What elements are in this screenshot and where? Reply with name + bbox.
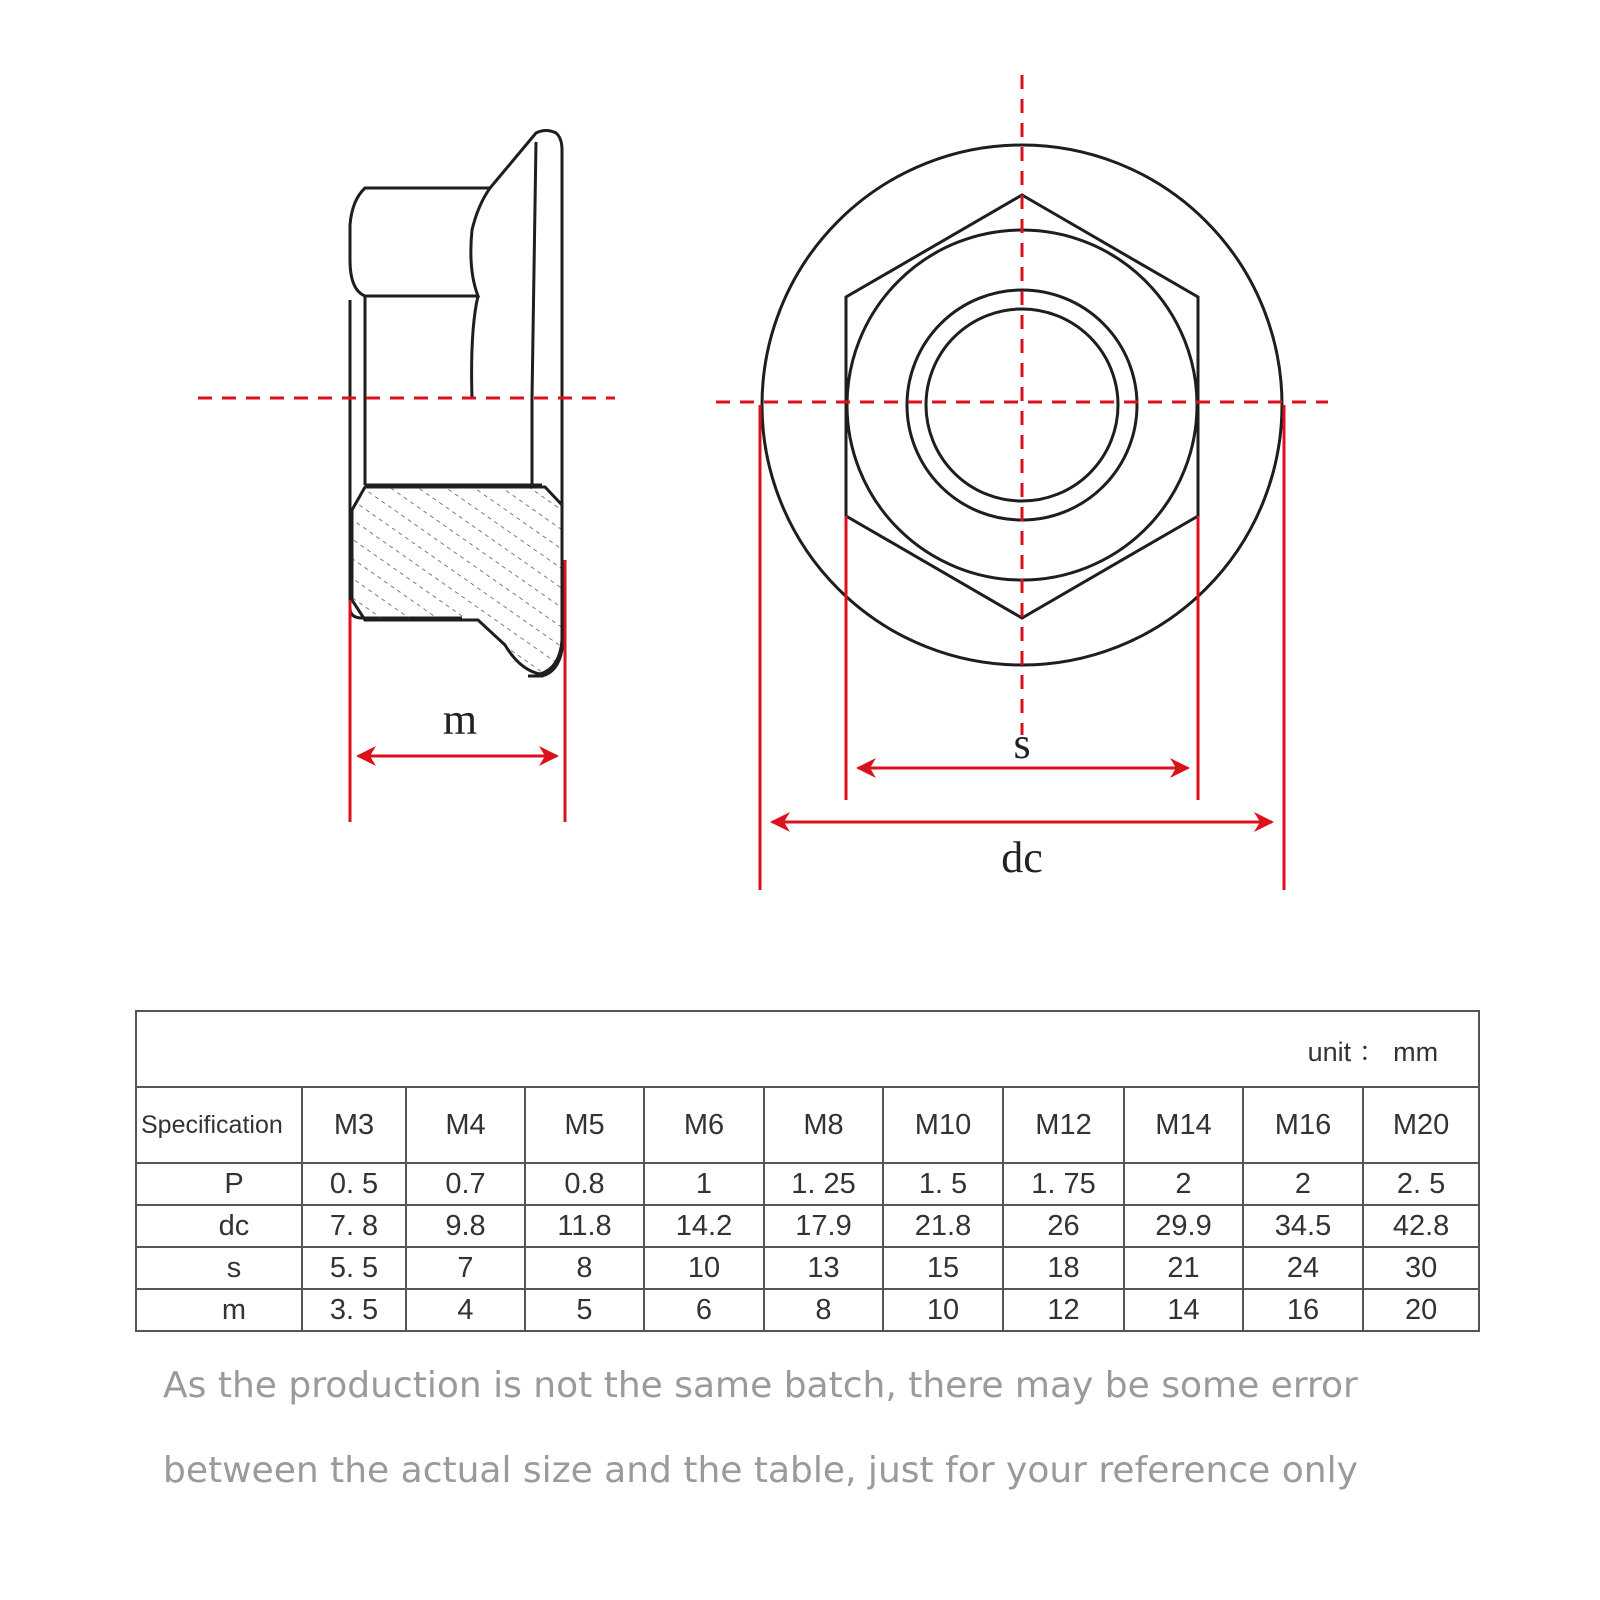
table-cell: 14.2 [644, 1205, 764, 1247]
column-header: M20 [1363, 1087, 1479, 1163]
table-cell: 20 [1363, 1289, 1479, 1331]
table-cell: 2 [1243, 1163, 1363, 1205]
row-label: P [136, 1163, 302, 1205]
dc-dimension [760, 405, 1284, 890]
table-cell: 1. 25 [764, 1163, 883, 1205]
row-label: m [136, 1289, 302, 1331]
table-cell: 0. 5 [302, 1163, 406, 1205]
unit-row [136, 1011, 1479, 1087]
table-cell: 8 [525, 1247, 644, 1289]
front-view [716, 75, 1328, 890]
column-header: M8 [764, 1087, 883, 1163]
dc-label: dc [1001, 833, 1043, 882]
table-cell: 11.8 [525, 1205, 644, 1247]
column-header: M4 [406, 1087, 525, 1163]
table-cell: 15 [883, 1247, 1003, 1289]
unit-label: unit ： mm [136, 1011, 1479, 1087]
table-cell: 13 [764, 1247, 883, 1289]
table-row [136, 1163, 1479, 1205]
table-row [136, 1247, 1479, 1289]
column-header: M14 [1124, 1087, 1243, 1163]
column-header: M10 [883, 1087, 1003, 1163]
table-cell: 14 [1124, 1289, 1243, 1331]
table-cell: 29.9 [1124, 1205, 1243, 1247]
table-cell: 6 [644, 1289, 764, 1331]
table-cell: 8 [764, 1289, 883, 1331]
specification-header: Specification [136, 1087, 302, 1163]
table-cell: 10 [883, 1289, 1003, 1331]
disclaimer-line-2: between the actual size and the table, just for your reference only [163, 1450, 1358, 1491]
column-header: M16 [1243, 1087, 1363, 1163]
table-cell: 16 [1243, 1289, 1363, 1331]
s-label: s [1013, 719, 1031, 768]
table-cell: 7 [406, 1247, 525, 1289]
column-header: M3 [302, 1087, 406, 1163]
column-header: M5 [525, 1087, 644, 1163]
table-cell: 2 [1124, 1163, 1243, 1205]
table-row [136, 1205, 1479, 1247]
table-cell: 3. 5 [302, 1289, 406, 1331]
table-cell: 5 [525, 1289, 644, 1331]
table-cell: 1. 5 [883, 1163, 1003, 1205]
disclaimer-line-1: As the production is not the same batch, there may be some error [163, 1365, 1358, 1406]
table-cell: 2. 5 [1363, 1163, 1479, 1205]
table-cell: 42.8 [1363, 1205, 1479, 1247]
table-cell: 24 [1243, 1247, 1363, 1289]
table-row [136, 1289, 1479, 1331]
row-label: s [136, 1247, 302, 1289]
table-cell: 4 [406, 1289, 525, 1331]
table-cell: 9.8 [406, 1205, 525, 1247]
table-cell: 26 [1003, 1205, 1124, 1247]
table-cell: 10 [644, 1247, 764, 1289]
row-label: dc [136, 1205, 302, 1247]
table-cell: 21 [1124, 1247, 1243, 1289]
table-cell: 17.9 [764, 1205, 883, 1247]
hex-outline [846, 195, 1198, 618]
column-header: M6 [644, 1087, 764, 1163]
table-cell: 5. 5 [302, 1247, 406, 1289]
table-cell: 34.5 [1243, 1205, 1363, 1247]
table-cell: 18 [1003, 1247, 1124, 1289]
table-cell: 12 [1003, 1289, 1124, 1331]
table-cell: 1. 75 [1003, 1163, 1124, 1205]
table-cell: 0.8 [525, 1163, 644, 1205]
m-label: m [442, 695, 478, 744]
table-cell: 7. 8 [302, 1205, 406, 1247]
hex-inscribed-circle [847, 230, 1197, 580]
table-cell: 30 [1363, 1247, 1479, 1289]
column-header: M12 [1003, 1087, 1124, 1163]
header-row [136, 1087, 1479, 1163]
table-cell: 0.7 [406, 1163, 525, 1205]
side-view [198, 131, 615, 823]
specification-table [135, 1010, 1480, 1332]
table-cell: 21.8 [883, 1205, 1003, 1247]
table-cell: 1 [644, 1163, 764, 1205]
section-hatch [352, 487, 562, 674]
